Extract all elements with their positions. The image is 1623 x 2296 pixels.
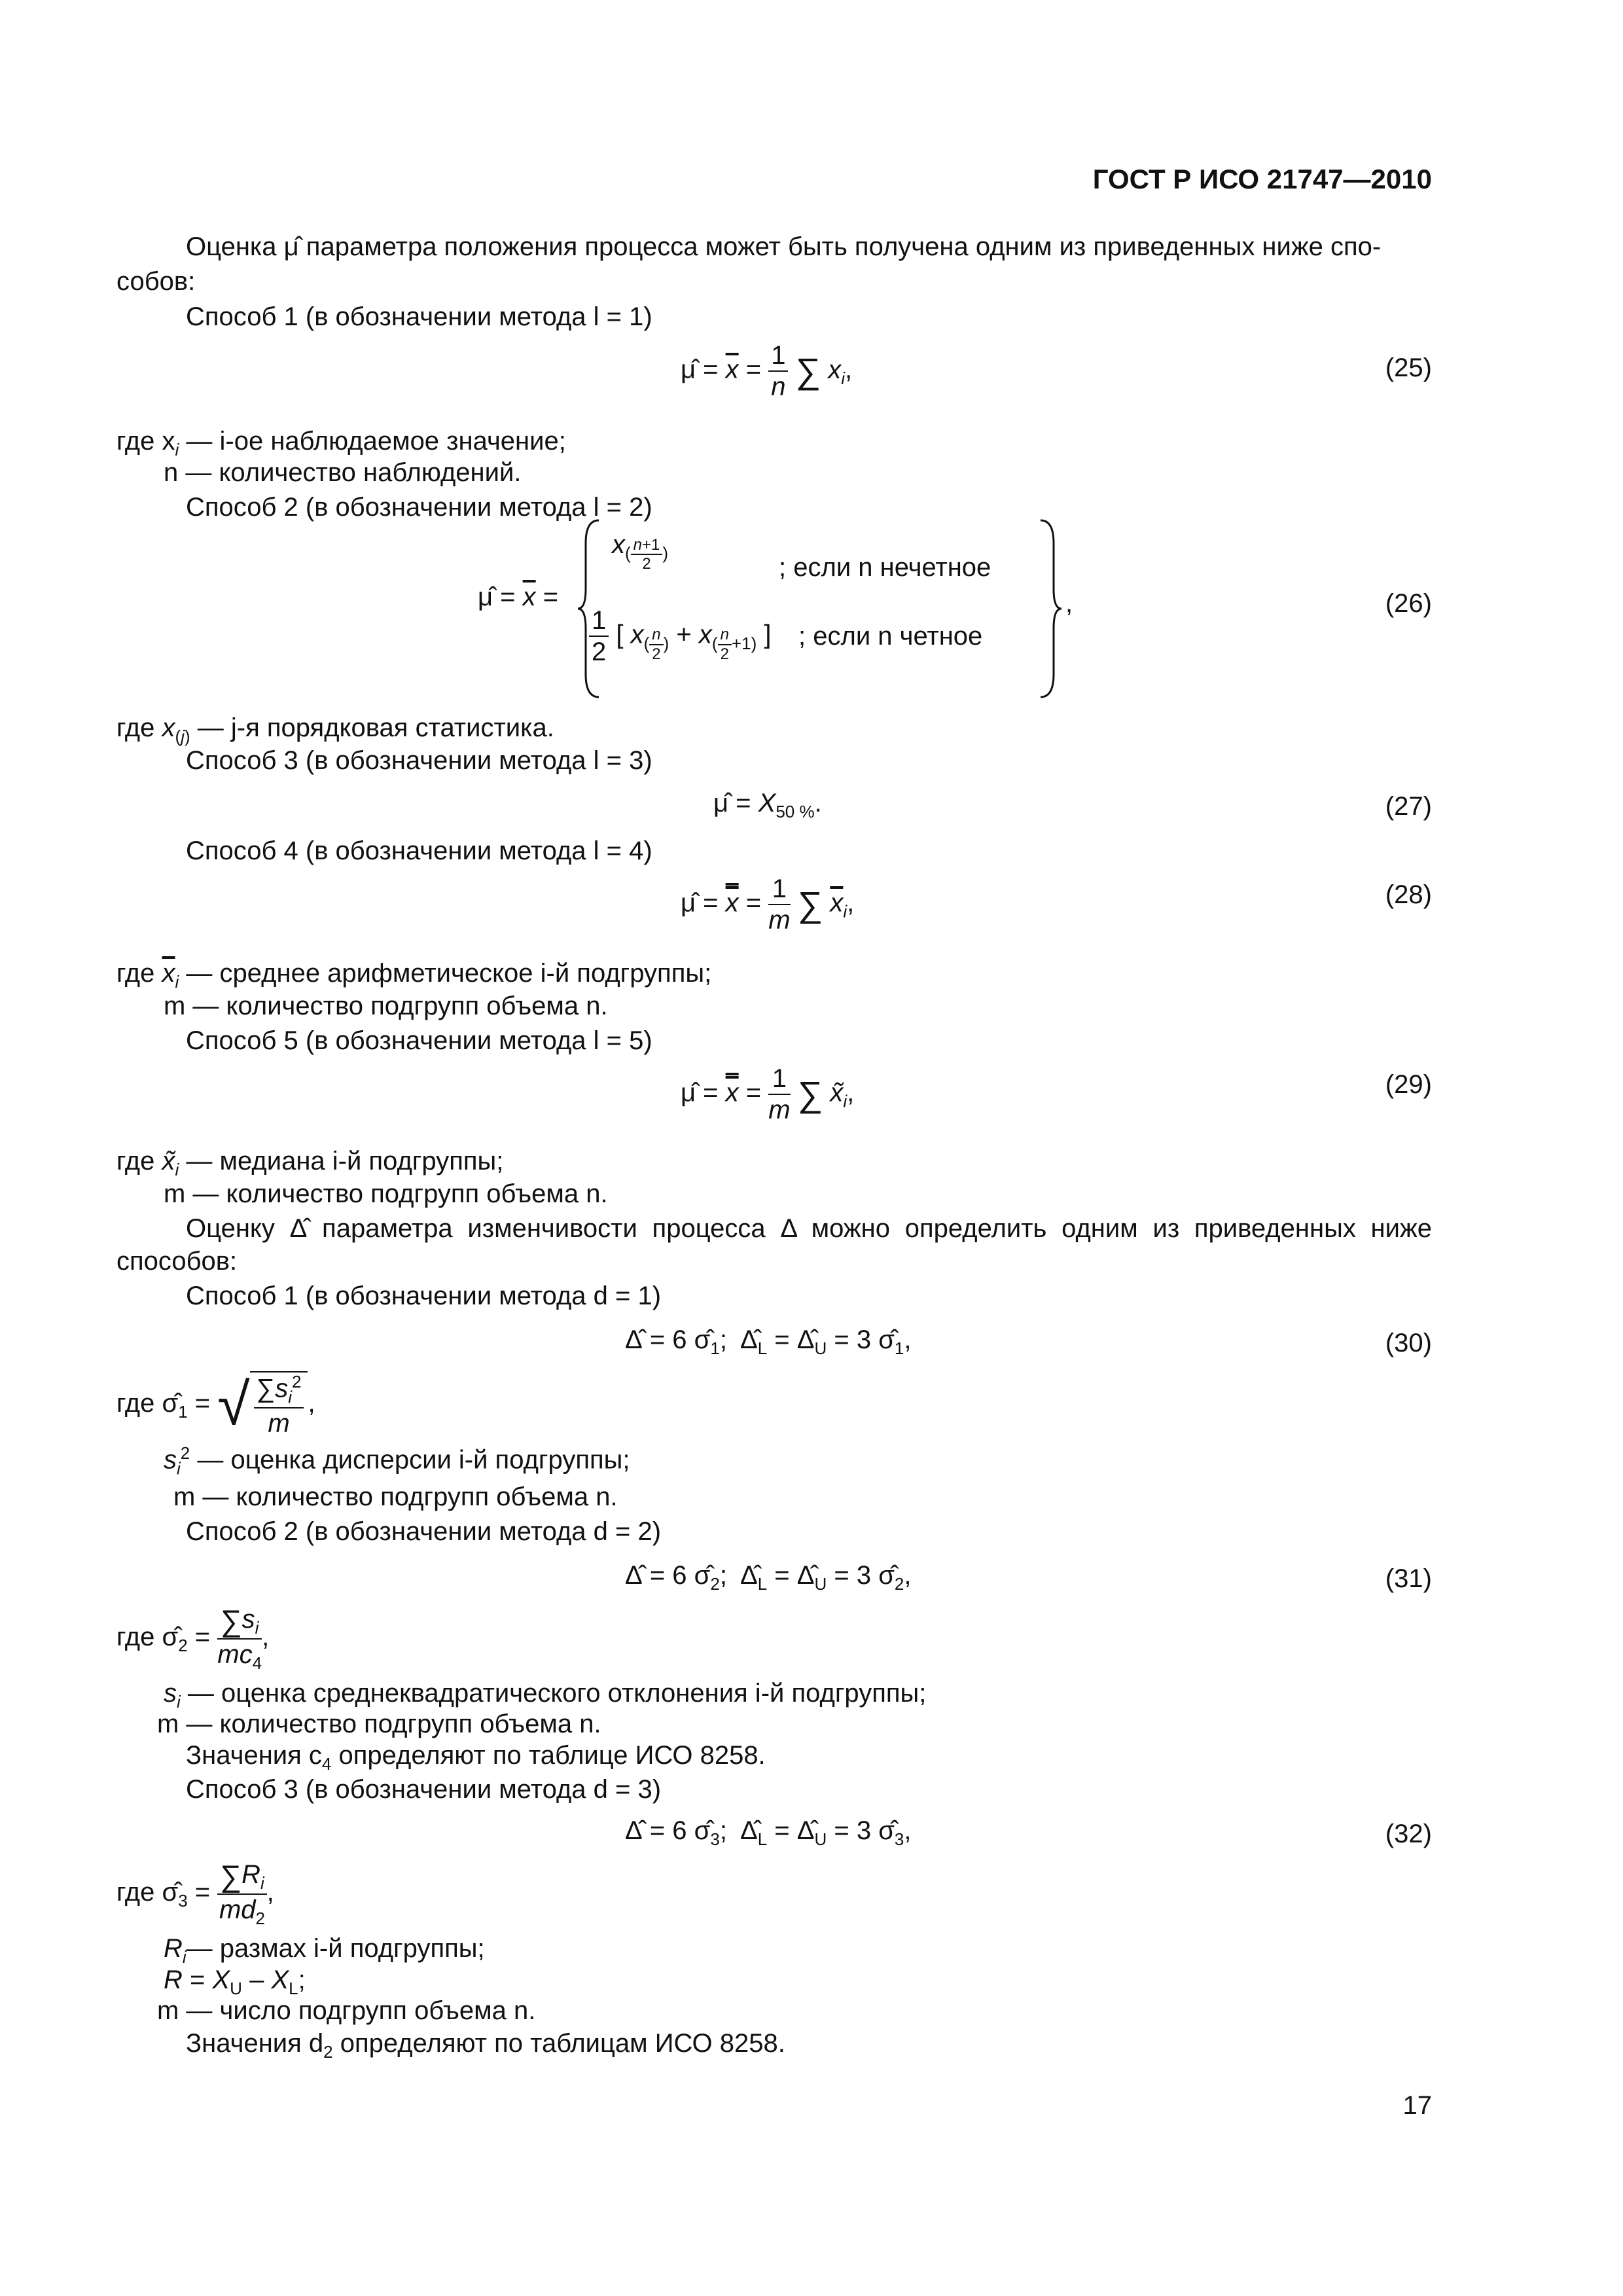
paragraph-variability-line1: Оценку Δ̂ параметра изменчивости процесса Δ можно определить одним из приведенных ниже xyxy=(186,1214,1432,1243)
eq29-where-line2: m — количество подгрупп объема n. xyxy=(164,1179,608,1208)
paragraph-location-intro-line2: собов: xyxy=(116,267,196,296)
paragraph-variability-line2: способов: xyxy=(116,1247,238,1276)
equation-29-number: (29) xyxy=(1385,1070,1432,1099)
equation-26-lhs: μ̂ = $\overline{x}$ = xyxy=(478,583,559,611)
eq31-where-line2: $s_i$ — оценка среднеквадратического отклонения i-й подгруппы; xyxy=(164,1679,927,1712)
method4-title: Способ 4 (в обозначении метода l = 4) xyxy=(186,836,652,865)
equation-26-case1-expr: $x_{( \frac{n+1}{2} )}$ xyxy=(612,530,669,573)
eq26-where: где $x_{(j)}$ — j-я порядковая статистика. xyxy=(116,713,554,746)
equation-26-case-odd: ; если n нечетное xyxy=(779,553,991,582)
d-method1-title: Способ 1 (в обозначении метода d = 1) xyxy=(186,1282,662,1310)
eq30-where-line2: $s_i^2$ — оценка дисперсии i-й подгруппы; xyxy=(164,1443,630,1479)
equation-28: μ̂ = x = $\frac{1}{m}$ ∑ $\overline{x}_i$, xyxy=(681,874,855,935)
equation-28-number: (28) xyxy=(1385,880,1432,909)
equation-32: Δ̂ = 6 $\sigmâ_3$; $\Deltâ_L$ = $\Deltâ_U = 3$ $\sigmâ_3$, xyxy=(625,1816,912,1849)
eq31-where-line3: m — количество подгрупп объема n. xyxy=(157,1710,601,1738)
method2-title: Способ 2 (в обозначении метода l = 2) xyxy=(186,493,652,522)
equation-27-number: (27) xyxy=(1385,792,1432,821)
d-method3-title: Способ 3 (в обозначении метода d = 3) xyxy=(186,1775,662,1804)
equation-26-comma: , xyxy=(1065,589,1073,618)
eq31-note: Значения $c_4$ определяют по таблице ИСО 8258. xyxy=(186,1741,766,1774)
equation-29: μ̂ = x = $\frac{1}{m}$ ∑ $x̃_i$, xyxy=(681,1064,855,1124)
equation-27: μ̂ = $X_{50 \%}$. xyxy=(713,789,822,821)
equation-25: μ̂ = $\overline{x}$ = $\frac{1}{n}$ ∑ $x_i$, xyxy=(681,341,853,401)
eq32-where-line2: $R_i—$ размах i-й подгруппы; xyxy=(164,1934,485,1967)
page-number: 17 xyxy=(1402,2091,1432,2120)
paragraph-location-intro-line1: Оценка μ̂ параметра положения процесса может быть получена одним из приведенных ниже спо- xyxy=(186,232,1382,261)
eq28-where-line1: где $\overline{x}_i$ — среднее арифметическое i-й подгруппы; xyxy=(116,959,712,992)
method5-title: Способ 5 (в обозначении метода l = 5) xyxy=(186,1026,652,1055)
d-method2-title: Способ 2 (в обозначении метода d = 2) xyxy=(186,1517,662,1546)
document-code-header: ГОСТ Р ИСО 21747—2010 xyxy=(1092,164,1432,194)
eq32-note: Значения $d_2$ определяют по таблицам ИСО 8258. xyxy=(186,2029,785,2062)
equation-30: Δ̂ = 6 $\sigmâ_1$; $\Deltâ_L$ = $\Deltâ_U = 3$ $\sigmâ_1$, xyxy=(625,1325,912,1358)
equation-31: Δ̂ = 6 $\sigmâ_2$; $\Deltâ_L$ = $\Deltâ_U = 3$ $\sigmâ_2$, xyxy=(625,1561,912,1594)
eq32-where-line1: где $\sigmâ_3$ = $\frac{\sum R_i}{md_2}$ , xyxy=(116,1859,274,1928)
equation-26-case2-expr: $\frac{1}{2}$ [ $x_{( \frac{n}{2} )} + x_{( \frac{n}{2} +1)}$ ] xyxy=(589,605,771,667)
equation-32-number: (32) xyxy=(1385,1820,1432,1848)
equation-31-number: (31) xyxy=(1385,1564,1432,1593)
eq29-where-line1: где $x̃_i$ — медиана i-й подгруппы; xyxy=(116,1147,504,1179)
eq32-where-line4: m — число подгрупп объема n. xyxy=(157,1996,536,2025)
equation-26-case-even: ; если n четное xyxy=(798,622,983,651)
equation-26-number: (26) xyxy=(1385,589,1432,618)
eq30-where-line1: где $\sigmâ_1$ = √ $\frac{\sum s_i^2}{m}$ , xyxy=(116,1372,315,1439)
equation-30-number: (30) xyxy=(1385,1329,1432,1357)
method3-title: Способ 3 (в обозначении метода l = 3) xyxy=(186,746,652,775)
eq30-where-line3: m — количество подгрупп объема n. xyxy=(173,1482,618,1511)
eq32-where-line3: $R = X_U - X_L$; xyxy=(164,1965,306,1998)
right-brace-icon xyxy=(1037,517,1063,700)
method1-title: Способ 1 (в обозначении метода l = 1) xyxy=(186,302,652,331)
eq25-where-line2: n — количество наблюдений. xyxy=(164,458,522,487)
equation-26-right-brace xyxy=(1037,517,1063,707)
eq25-where-line1: где $x_i$ — i-ое наблюдаемое значение; xyxy=(116,427,566,459)
eq31-where-line1: где $\sigmâ_2$ = $\frac{\sum s_i}{mc_4}$ , xyxy=(116,1604,270,1673)
equation-25-number: (25) xyxy=(1385,353,1432,382)
eq28-where-line2: m — количество подгрупп объема n. xyxy=(164,992,608,1020)
